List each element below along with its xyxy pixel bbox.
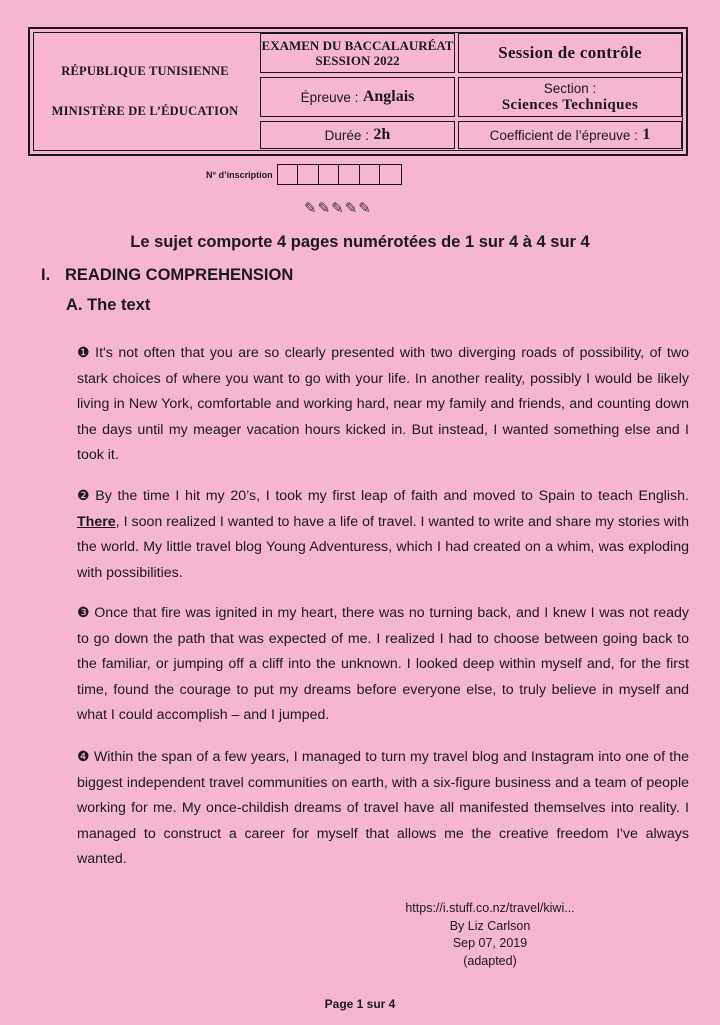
inscription-box[interactable] — [319, 165, 340, 184]
source-author: By Liz Carlson — [449, 918, 531, 933]
epreuve-cell — [260, 77, 455, 117]
inscription-box[interactable] — [278, 165, 299, 184]
session-type: Session de contrôle — [498, 43, 642, 62]
underlined-word: There — [77, 513, 116, 530]
paragraph-number-icon: ❹ — [77, 748, 90, 764]
epreuve-label: Épreuve : — [300, 89, 359, 105]
coefficient-value: 1 — [642, 126, 651, 143]
inscription-box[interactable] — [339, 165, 360, 184]
paragraph-text: Once that fire was ignited in my heart, there was no turning back, and I knew I was not ready to go down the path that was expected of me. I realized I had to choose between going back to the familiar, or jumping off a cliff into the unknown. I looked deep within myself and, for the first time, found the courage to put my dreams before everyone else, to truly believe in myself and what I could accomplish – and I jumped. — [77, 605, 689, 724]
paragraph-3 — [77, 600, 689, 729]
inscription-box[interactable] — [360, 165, 381, 184]
subject-pages-note: Le sujet comporte 4 pages numérotées de 1 sur 4 à 4 sur 4 — [130, 233, 590, 251]
paragraph-number-icon: ❶ — [77, 344, 92, 360]
paragraph-text: It's not often that you are so clearly presented with two diverging roads of possibility, of two stark choices of where you want to go with your life. In another reality, possibly I would be likely living in New York, comfortable and working hard, near my family and friends, and counting down the days until my meager vacation hours kicked in. But instead, I wanted something else and I took it. — [77, 345, 689, 464]
paragraph-number-icon: ❸ — [77, 604, 91, 620]
epreuve-value: Anglais — [362, 88, 415, 105]
source-block — [380, 900, 600, 970]
section-value: Sciences Techniques — [501, 97, 639, 113]
inscription-box[interactable] — [380, 165, 401, 184]
paragraph-text: By the time I hit my 20’s, I took my first leap of faith and moved to Spain to teach English. — [95, 488, 689, 504]
paragraph-1 — [77, 340, 689, 469]
section-heading — [41, 266, 293, 285]
duree-cell — [260, 121, 455, 149]
duree-label: Durée : — [324, 127, 369, 143]
exam-title: EXAMEN DU BACCALAURÉAT — [261, 38, 454, 53]
section-number: I. — [41, 266, 51, 284]
inscription-label: N° d’inscription — [206, 169, 273, 180]
ministry-name: MINISTÈRE DE L’ÉDUCATION — [51, 104, 239, 119]
paragraph-text: , I soon realized I wanted to have a life of travel. I wanted to write and share my stories with the world. My little travel blog Young Adventuress, which I had created on a whim, was exploding with possibilities. — [77, 513, 689, 581]
inscription-row — [206, 164, 402, 185]
session-type-cell — [458, 33, 682, 73]
paragraph-number-icon: ❷ — [77, 487, 92, 503]
subsection-heading: A. The text — [66, 296, 151, 314]
pencil-icons: ✎✎✎✎✎ — [304, 200, 372, 217]
section-label: Section : — [543, 81, 597, 96]
exam-header — [28, 27, 688, 156]
section-title: READING COMPREHENSION — [65, 266, 294, 284]
exam-session: SESSION 2022 — [315, 53, 400, 68]
section-cell — [458, 77, 682, 117]
source-date: Sep 07, 2019 — [452, 936, 528, 950]
country-name: RÉPUBLIQUE TUNISIENNE — [61, 63, 229, 78]
inscription-box[interactable] — [298, 165, 319, 184]
source-note: (adapted) — [463, 953, 517, 968]
duree-value: 2h — [373, 126, 391, 143]
page-number: Page 1 sur 4 — [324, 997, 396, 1011]
coefficient-label: Coefficient de l’épreuve : — [489, 127, 638, 143]
coefficient-cell — [458, 121, 682, 149]
paragraph-4 — [77, 744, 689, 873]
exam-title-cell — [260, 33, 455, 73]
paragraph-text: Within the span of a few years, I managed to turn my travel blog and Instagram into one of the biggest independent travel communities on earth, with a six-figure business and a team of people working for me. My once-childish dreams of travel have all manifested themselves into reality. I managed to construct a career for myself that allows me the creative freedom I've always wanted. — [77, 749, 689, 868]
header-authority — [34, 33, 256, 150]
paragraph-2 — [77, 483, 689, 586]
source-url: https://i.stuff.co.nz/travel/kiwi... — [405, 901, 575, 915]
inscription-boxes[interactable] — [277, 164, 402, 185]
exam-header-inner — [33, 32, 683, 151]
